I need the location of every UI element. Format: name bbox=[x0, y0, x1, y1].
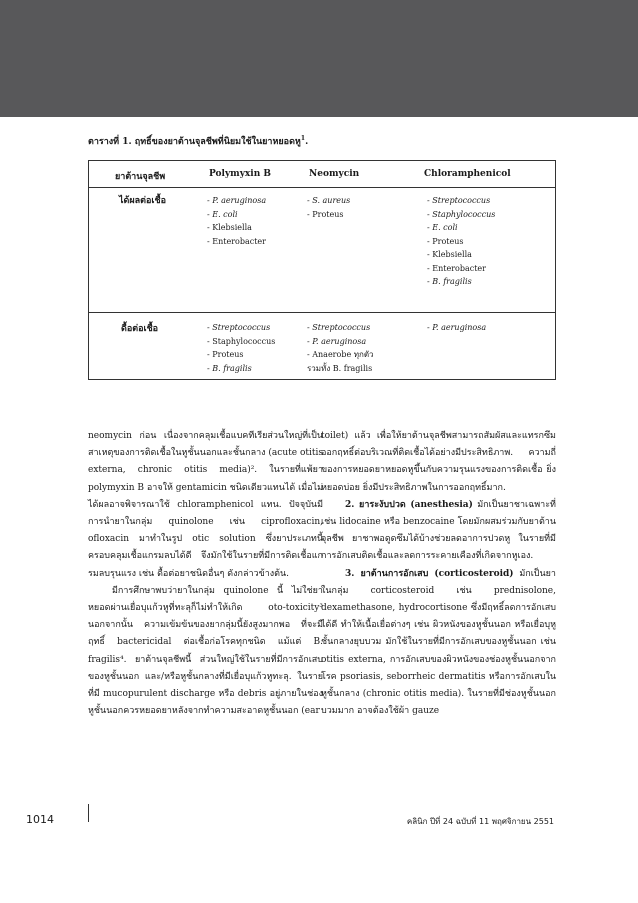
section-text: มักเป็นยาชาเฉพาะที่ เช่น lidocaine หรือ benzocaine โดยมักผสมร่วมกับยาต้านจุลชีพ ยาชาพอดูดซึมได้บ้างช่วยลดอาการปวดหู ในรายที่มีการอักเสบติดเชื้อและลดการระคายเคืองที่เกิดจากหูเอง. bbox=[321, 499, 556, 562]
cell-resistant-chloramphenicol bbox=[427, 321, 486, 335]
header-neomycin: Neomycin bbox=[309, 169, 360, 179]
journal-footer: คลินิก ปีที่ 24 ฉบับที่ 11 พฤศจิกายน 2551 bbox=[406, 817, 554, 826]
cell-effective-chloramphenicol bbox=[427, 194, 495, 289]
table-cell-item: - Enterobacter bbox=[427, 263, 486, 273]
section-text: มักเป็นยาในกลุ่ม corticosteroid เช่น prednisolone, dexamethasone, hydrocortisone ซึ่งมีฤทธิ์ลดการอักเสบได้ดี ทำให้เนื้อเยื่อต่างๆ เช่น ผิวหนังของหูชั้นนอก หรือเยื่อบุหูชั้นกลางยุบบวม มักใช้ในรายที่มีการอักเสบของหูชั้นนอก เช่น otitis externa, การอักเสบของผิวหนังของช่องหูชั้นนอกจากโรค psoriasis, seborrheic dermatitis หรือการอักเสบในหูชั้นกลาง (chronic otitis media). ในรายที่มีช่องหูชั้นนอกบวมมาก อาจต้องใช้ผ้า gauze bbox=[321, 568, 556, 717]
cell-resistant-neomycin bbox=[307, 321, 374, 375]
drug-table bbox=[88, 160, 556, 380]
cell-resistant-polymyxin bbox=[207, 321, 275, 375]
section-heading: 2. ยาระงับปวด (anesthesia) bbox=[345, 499, 473, 510]
table-cell-item: - P. aeruginosa bbox=[207, 196, 267, 205]
table-cell-item: - B. fragilis bbox=[427, 277, 472, 286]
table-cell-item: - Streptococcus bbox=[207, 323, 271, 332]
header-antimicrobial: ยาต้านจุลชีพ bbox=[115, 172, 166, 182]
footer-divider bbox=[88, 804, 89, 822]
table-cell-item: - Proteus bbox=[207, 350, 244, 359]
table-cell-item: - Streptococcus bbox=[307, 323, 371, 332]
row-divider bbox=[89, 312, 555, 313]
page-number: 1014 bbox=[26, 813, 54, 826]
table-cell-item: - E. coli bbox=[207, 209, 238, 219]
section-anesthesia bbox=[321, 497, 556, 566]
table-cell-item: - B. fragilis bbox=[207, 363, 252, 373]
header-polymyxin: Polymyxin B bbox=[209, 169, 271, 179]
table-cell-item: - Streptococcus bbox=[427, 196, 491, 205]
row-label-resistant: ดื้อต่อเชื้อ bbox=[121, 324, 159, 334]
table-cell-item: - Anaerobe ทุกตัว bbox=[307, 350, 374, 359]
table-cell-item: - Staphylococcus bbox=[427, 209, 496, 219]
table-cell-item: - P. aeruginosa bbox=[427, 323, 487, 332]
paragraph: neomycin ก่อน เนื่องจากคลุมเชื้อแบคทีเรียส่วนใหญ่ที่เป็นสาเหตุของการติดเชื้อในหูชั้นนอกและชั้นกลาง (acute otitis externa, chronic otitis media)². ในรายที่แพ้ยา polymyxin B อาจให้ gentamicin ชนิดเดียวแทนได้ เมื่อไม่ได้ผลอาจพิจารณาใช้ chloramphenicol แทน. ปัจจุบันมีการนำยาในกลุ่ม quinolone เช่น ciprofloxacin, ofloxacin มาทำในรูป otic solution ซึ่งยาประเภทนี้ครอบคลุมเชื้อแกรมลบได้ดี จึงมักใช้ในรายที่มีการติดเชื้อแกรมลบรุนแรง เช่น ดื้อต่อยาชนิดอื่นๆ ดังกล่าวข้างต้น. bbox=[88, 431, 323, 579]
table-cell-item: - Klebsiella bbox=[207, 223, 252, 232]
left-text-column bbox=[88, 428, 323, 720]
cell-effective-polymyxin bbox=[207, 194, 266, 248]
table-cell-item: - Enterobacter bbox=[207, 236, 266, 246]
table-cell-item: - Proteus bbox=[427, 236, 464, 246]
header-band bbox=[0, 0, 638, 117]
paragraph: มีการศึกษาพบว่ายาในกลุ่ม quinolone นี้ ไม่ใช่ยาหยอดผ่านเยื่อบุแก้วหูที่ทะลุก็ไม่ทำให้เกิด oto-toxicity³ นอกจากนั้น ความเข้มข้นของยากลุ่มนี้ยังสูงมากพอ ที่จะมีฤทธิ์ bactericidal ต่อเชื้อก่อโรคทุกชนิด แม้แต่ B. fragilis⁴. ยาต้านจุลชีพนี้ ส่วนใหญ่ใช้ในรายที่มีการอักเสบของหูชั้นนอก และ/หรือหูชั้นกลางที่มีเยื่อบุแก้วหูทะลุ. ในรายที่มี mucopurulent discharge หรือ debris อยู่ภายในช่องหูชั้นนอกควรหยอดยาหลังจากทำความสะอาดหูชั้นนอก (ear bbox=[88, 585, 323, 717]
right-text-column bbox=[321, 428, 556, 720]
cell-effective-neomycin bbox=[307, 194, 350, 221]
table-cell-item: - S. aureus bbox=[307, 196, 351, 205]
table-header-row bbox=[89, 161, 555, 188]
table-cell-item: - Klebsiella bbox=[427, 250, 472, 259]
paragraph: toilet) แล้ว เพื่อให้ยาต้านจุลชีพสามารถสัมผัสและแทรกซึมออกฤทธิ์ต่อบริเวณที่ติดเชื้อได้อย่างมีประสิทธิภาพ. ความถี่ของการหยอดยาหยอดหูขึ้นกับความรุนแรงของการติดเชื้อ ยิ่งหยอดบ่อย ยิ่งมีประสิทธิภาพในการออกฤทธิ์มาก. bbox=[321, 431, 556, 493]
section-corticosteroid bbox=[321, 566, 556, 721]
table-cell-item: - P. aeruginosa bbox=[307, 336, 367, 346]
table-cell-item: - Proteus bbox=[307, 209, 344, 219]
section-heading: 3. ยาต้านการอักเสบ (corticosteroid) bbox=[345, 568, 514, 579]
table-cell-item: รวมทั้ง B. fragilis bbox=[307, 363, 373, 373]
table-cell-item: - Staphylococcus bbox=[207, 336, 276, 346]
table-caption: ตารางที่ 1. ฤทธิ์ของยาต้านจุลชีพที่นิยมใช้ในยาหยอดหู$^1$. bbox=[88, 135, 309, 147]
row-label-effective: ได้ผลต่อเชื้อ bbox=[119, 196, 166, 206]
table-cell-item: - E. coli bbox=[427, 223, 458, 232]
header-chloramphenicol: Chloramphenicol bbox=[424, 169, 511, 179]
